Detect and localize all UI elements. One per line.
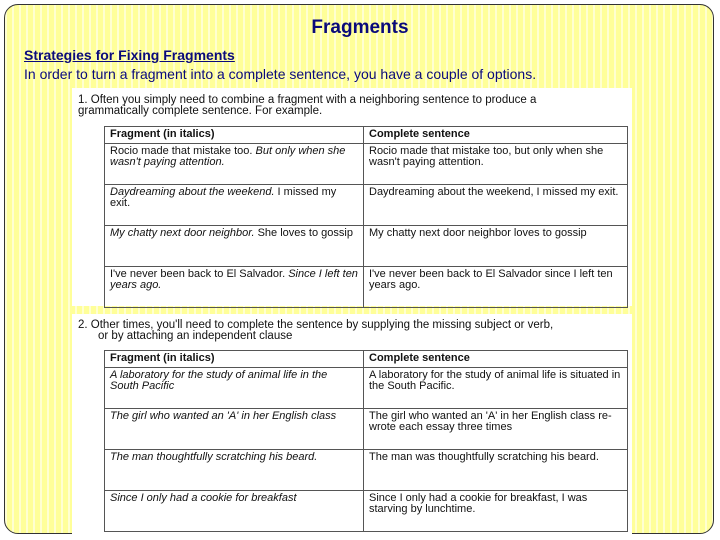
section2-line1: 2. Other times, you'll need to complete the sentence by supplying the missing subject or verb, <box>78 319 554 331</box>
complete-cell: The girl who wanted an 'A' in her English class re-wrote each essay three times <box>364 409 628 450</box>
section2-line2: or by attaching an independent clause <box>98 330 293 342</box>
complete-cell: Rocio made that mistake too, but only when she wasn't paying attention. <box>364 144 628 185</box>
section1-line2: grammatically complete sentence. For example. <box>78 105 323 117</box>
table-header-row <box>105 351 628 368</box>
example-panel-1 <box>72 88 632 306</box>
fragment-plain: Rocio made that mistake too. <box>110 145 256 157</box>
fragment-plain: I've never been back to El Salvador. <box>110 268 289 280</box>
table-row <box>105 409 628 450</box>
complete-cell: I've never been back to El Salvador since I left ten years ago. <box>364 267 628 308</box>
header-fragment: Fragment (in italics) <box>105 127 364 144</box>
subheading: Strategies for Fixing Fragments <box>24 47 235 63</box>
fragment-italic: Since I left ten years ago. <box>110 268 358 291</box>
header-complete: Complete sentence <box>364 351 628 368</box>
fragment-cell: The girl who wanted an 'A' in her English class <box>105 409 364 450</box>
complete-cell: Daydreaming about the weekend, I missed my exit. <box>364 185 628 226</box>
intro-text: In order to turn a fragment into a complete sentence, you have a couple of options. <box>24 66 537 82</box>
table-row <box>105 368 628 409</box>
table-row <box>105 144 628 185</box>
fragment-table-2 <box>104 350 628 532</box>
table-row <box>105 450 628 491</box>
table-header-row <box>105 127 628 144</box>
fragment-table-1 <box>104 126 628 308</box>
fragment-cell: Since I only had a cookie for breakfast <box>105 491 364 532</box>
fragment-cell <box>105 226 364 267</box>
table-row <box>105 491 628 532</box>
table-row <box>105 226 628 267</box>
complete-cell: The man was thoughtfully scratching his beard. <box>364 450 628 491</box>
header-complete: Complete sentence <box>364 127 628 144</box>
complete-cell: A laboratory for the study of animal life is situated in the South Pacific. <box>364 368 628 409</box>
fragment-italic: My chatty next door neighbor. <box>110 227 255 239</box>
complete-cell: My chatty next door neighbor loves to gossip <box>364 226 628 267</box>
table-row <box>105 185 628 226</box>
table-row <box>105 267 628 308</box>
fragment-italic: But only when she wasn't paying attention. <box>110 145 346 168</box>
fragment-plain: She loves to gossip <box>254 227 353 239</box>
complete-cell: Since I only had a cookie for breakfast, I was starving by lunchtime. <box>364 491 628 532</box>
header-fragment: Fragment (in italics) <box>105 351 364 368</box>
fragment-cell: A laboratory for the study of animal life in the South Pacific <box>105 368 364 409</box>
fragment-italic: Daydreaming about the weekend. <box>110 186 275 198</box>
section1-line1: 1. Often you simply need to combine a fragment with a neighboring sentence to produce a <box>78 94 537 106</box>
fragment-cell <box>105 144 364 185</box>
fragment-cell <box>105 267 364 308</box>
fragment-cell: The man thoughtfully scratching his beard. <box>105 450 364 491</box>
example-panel-2 <box>72 314 632 536</box>
fragment-plain: I missed my exit. <box>110 186 337 209</box>
fragment-cell <box>105 185 364 226</box>
slide-title: Fragments <box>311 17 409 38</box>
